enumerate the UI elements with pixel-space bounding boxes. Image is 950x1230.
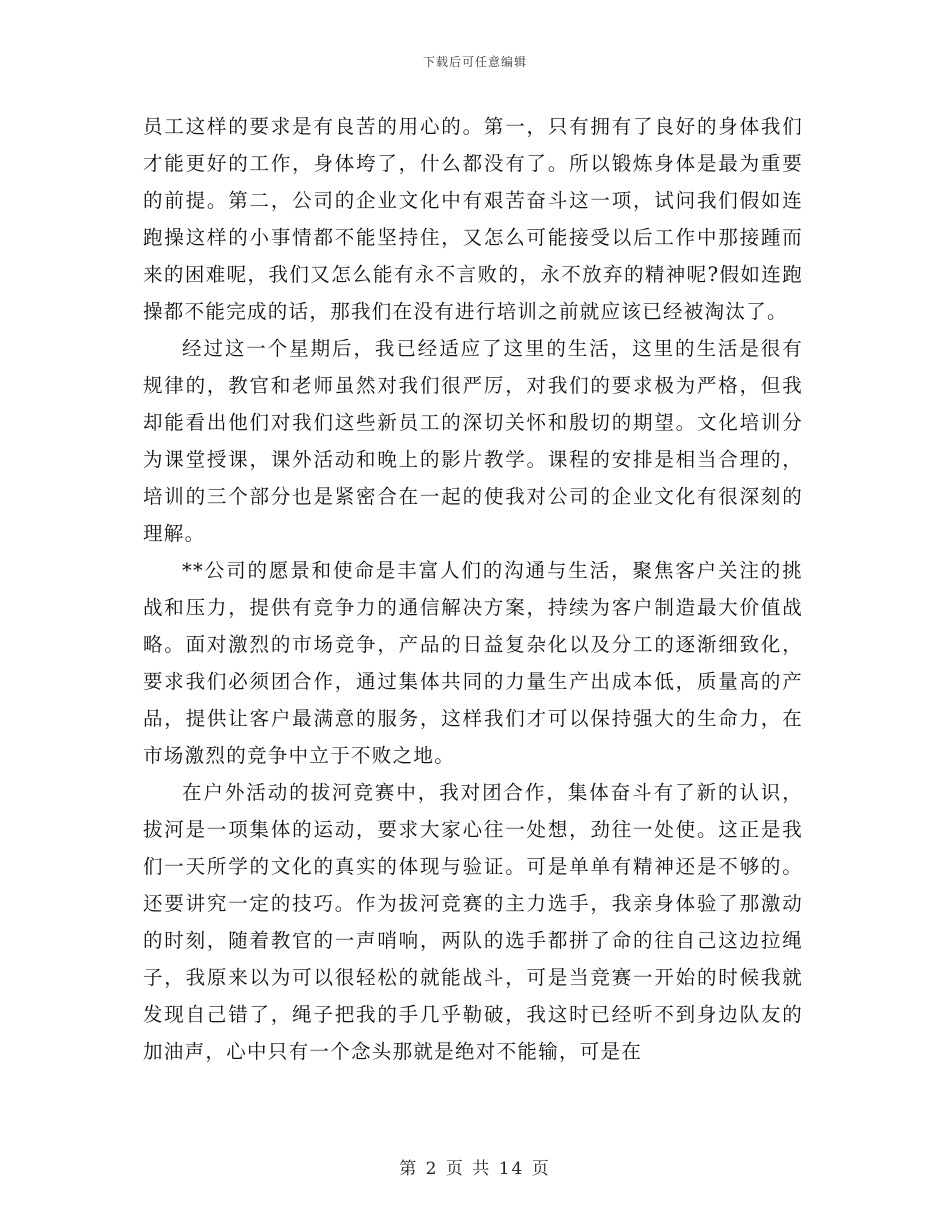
paragraph-3: **公司的愿景和使命是丰富人们的沟通与生活，聚焦客户关注的挑战和压力，提供有竞争力的通信解决方案，持续为客户制造最大价值战略。面对激烈的市场竞争，产品的日益复杂化以及分工的逐渐细致化，要求我们必须团合作，通过集体共同的力量生产出成本低，质量高的产品，提供让客户最满意的服务，这样我们才可以保持强大的生命力，在市场激烈的竞争中立于不败之地。 (143, 559, 803, 767)
page-header-note: 下载后可任意编辑 (422, 55, 527, 69)
paragraph-2: 经过这一个星期后，我已经适应了这里的生活，这里的生活是很有规律的，教官和老师虽然对我们很严厉，对我们的要求极为严格，但我却能看出他们对我们这些新员工的深切关怀和殷切的期望。文化培训分为课堂授课，课外活动和晚上的影片教学。课程的安排是相当合理的，培训的三个部分也是紧密合在一起的使我对公司的企业文化有很深刻的理解。 (143, 337, 803, 545)
paragraph-4: 在户外活动的拔河竞赛中，我对团合作，集体奋斗有了新的认识，拔河是一项集体的运动，要求大家心往一处想，劲往一处使。这正是我们一天所学的文化的真实的体现与验证。可是单单有精神还是不够的。还要讲究一定的技巧。作为拔河竞赛的主力选手，我亲身体验了那激动的时刻，随着教官的一声哨响，两队的选手都拼了命的往自己这边拉绳子，我原来以为可以很轻松的就能战斗，可是当竞赛一开始的时候我就发现自己错了，绳子把我的手几乎勒破，我这时已经听不到身边队友的加油声，心中只有一个念头那就是绝对不能输，可是在 (143, 781, 803, 1063)
document-body (143, 108, 803, 1070)
paragraph-1: 员工这样的要求是有良苦的用心的。第一，只有拥有了良好的身体我们才能更好的工作，身体垮了，什么都没有了。所以锻炼身体是最为重要的前提。第二，公司的企业文化中有艰苦奋斗这一项，试问我们假如连跑操这样的小事情都不能坚持住，又怎么可能接受以后工作中那接踵而来的困难呢，我们又怎么能有永不言败的，永不放弃的精神呢?假如连跑操都不能完成的话，那我们在没有进行培训之前就应该已经被淘汰了。 (143, 115, 803, 323)
page-number-footer: 第 2 页 共 14 页 (399, 1159, 551, 1179)
